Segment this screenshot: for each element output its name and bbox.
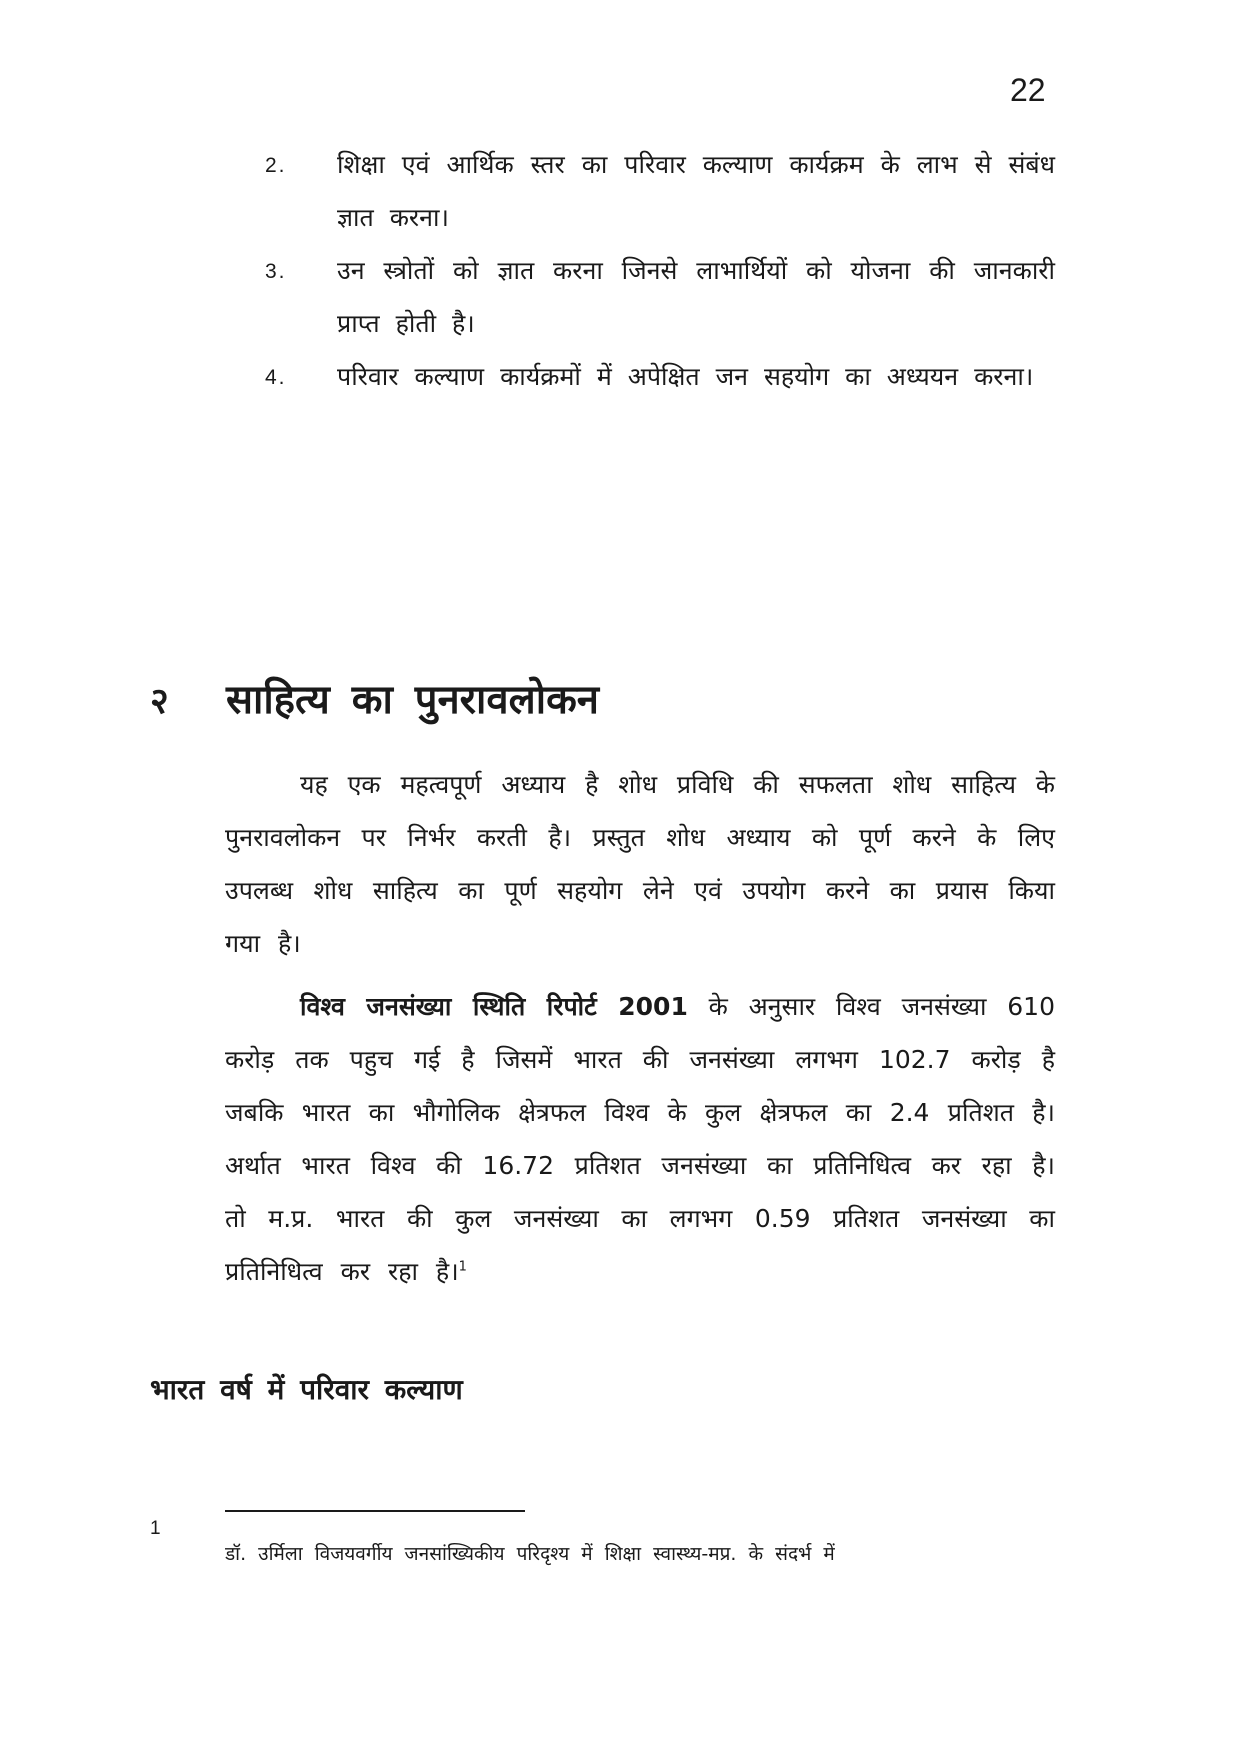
- objective-number: 4.: [265, 366, 287, 389]
- section-heading: [150, 670, 599, 725]
- objective-item: [265, 360, 1055, 403]
- subheading: भारत वर्ष में परिवार कल्याण: [150, 1373, 463, 1406]
- objective-item: [265, 254, 1055, 350]
- footnote-text: डॉ. उर्मिला विजयवर्गीय जनसांख्यिकीय परिदृश्य में शिक्षा स्वास्थ्य-मप्र. के संदर्भ में: [225, 1543, 835, 1565]
- objective-text: परिवार कल्याण कार्यक्रमों में अपेक्षित जन सहयोग का अध्ययन करना।: [337, 362, 1034, 391]
- objective-text: शिक्षा एवं आर्थिक स्तर का परिवार कल्याण कार्यक्रम के लाभ से संबंध ज्ञात करना।: [337, 150, 1055, 232]
- objective-number: 3.: [265, 260, 287, 283]
- footnote-marker: 1: [150, 1518, 161, 1539]
- intro-paragraph: यह एक महत्वपूर्ण अध्याय है शोध प्रविधि की सफलता शोध साहित्य के पुनरावलोकन पर निर्भर करती है। प्रस्तुत शोध अध्याय को पूर्ण करने के लिए उपलब्ध शोध साहित्य का पूर्ण सहयोग लेने एवं उपयोग करने का प्रयास किया गया है।: [225, 770, 1055, 958]
- objective-text: उन स्त्रोतों को ज्ञात करना जिनसे लाभार्थियों को योजना की जानकारी प्राप्त होती है।: [337, 256, 1055, 338]
- section-title: साहित्य का पुनरावलोकन: [226, 677, 600, 723]
- population-text: के अनुसार विश्व जनसंख्या 610 करोड़ तक पहुच गई है जिसमें भारत की जनसंख्या लगभग 102.7 करोड़ है जबकि भारत का भौगोलिक क्षेत्रफल विश्व के कुल क्षेत्रफल का 2.4 प्रतिशत है। अर्थात भारत विश्व की 16.72 प्रतिशत जनसंख्या का प्रतिनिधित्व कर रहा है। तो म.प्र. भारत की कुल जनसंख्या का लगभग 0.59 प्रतिशत जनसंख्या का प्रतिनिधित्व कर रहा है।: [225, 992, 1055, 1286]
- section-number: २: [150, 681, 169, 722]
- objectives-list: [265, 148, 1055, 413]
- page-number: 22: [1010, 72, 1046, 108]
- footnote-reference: 1: [458, 1259, 467, 1275]
- population-paragraph: [225, 980, 1055, 1298]
- report-title: विश्व जनसंख्या स्थिति रिपोर्ट 2001: [300, 992, 688, 1021]
- footnote-divider: [225, 1510, 525, 1512]
- objective-number: 2.: [265, 154, 287, 177]
- objective-item: [265, 148, 1055, 244]
